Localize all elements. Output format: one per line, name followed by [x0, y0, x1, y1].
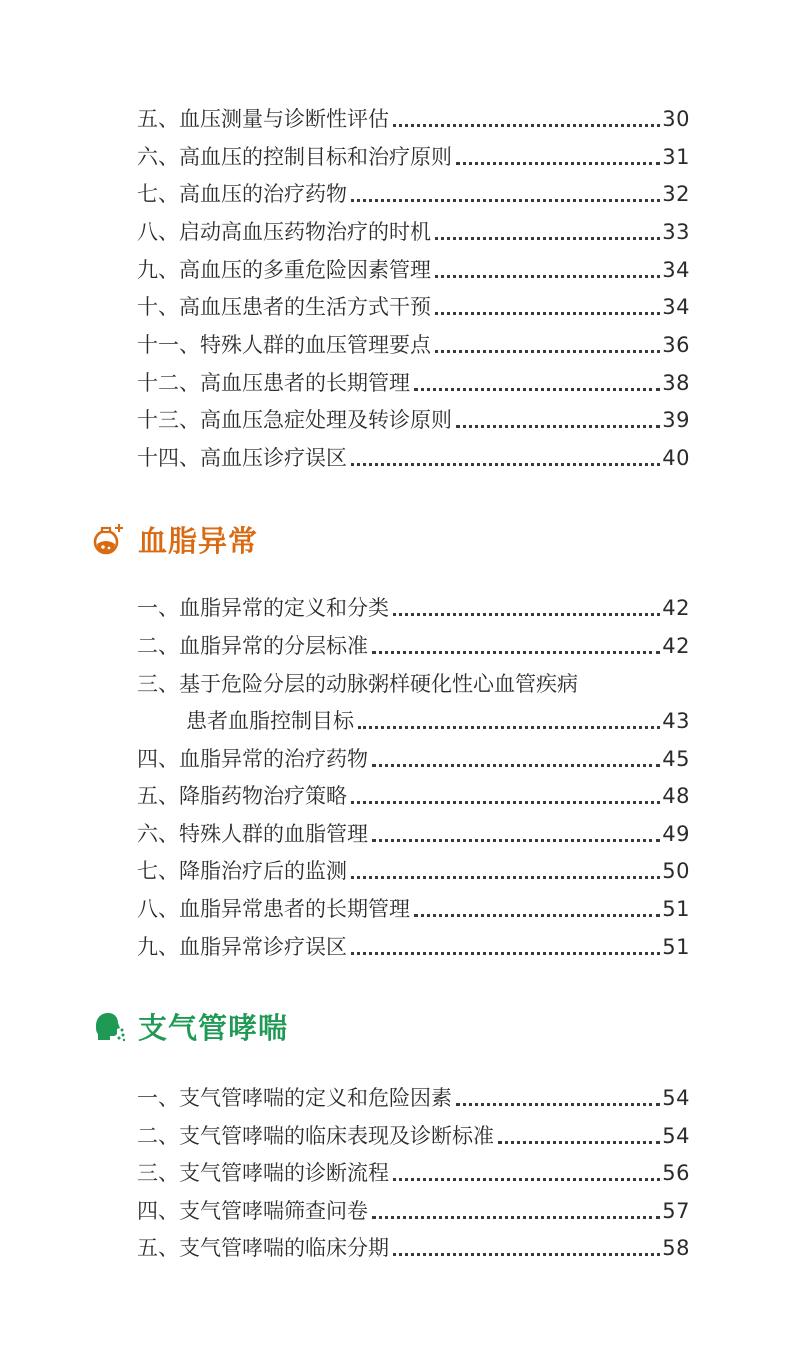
- toc-entry[interactable]: [137, 442, 690, 474]
- section-title: 血脂异常: [138, 523, 259, 558]
- toc-entry[interactable]: [137, 1082, 690, 1114]
- toc-entry-label: 十四、高血压诊疗误区: [137, 446, 347, 470]
- toc-page-number: 39: [662, 408, 690, 432]
- toc-entry[interactable]: [186, 705, 690, 737]
- dot-leader: [393, 1166, 660, 1181]
- dot-leader: [456, 413, 660, 428]
- toc-entry[interactable]: [137, 367, 690, 399]
- toc-page-number: 54: [662, 1124, 690, 1148]
- toc-entry[interactable]: [137, 1195, 690, 1227]
- toc-page-number: 34: [662, 295, 690, 319]
- toc-entry[interactable]: [137, 103, 690, 135]
- toc-entry-label: 一、血脂异常的定义和分类: [137, 596, 389, 620]
- toc-entry-label: 九、血脂异常诊疗误区: [137, 935, 347, 959]
- toc-entry-label: 九、高血压的多重危险因素管理: [137, 258, 431, 282]
- toc-page-number: 51: [662, 935, 690, 959]
- toc-entry-label: 五、降脂药物治疗策略: [137, 784, 347, 808]
- toc-entry[interactable]: [137, 893, 690, 925]
- toc-page-number: 57: [662, 1199, 690, 1223]
- toc-entry-label-line1[interactable]: 三、基于危险分层的动脉粥样硬化性心血管疾病: [137, 672, 578, 696]
- toc-page-number: 50: [662, 859, 690, 883]
- toc-entry[interactable]: [137, 178, 690, 210]
- flask-icon: [92, 522, 126, 556]
- toc-entry-label: 十二、高血压患者的长期管理: [137, 371, 410, 395]
- dot-leader: [351, 940, 660, 955]
- toc-entry-label: 六、高血压的控制目标和治疗原则: [137, 145, 452, 169]
- dot-leader: [351, 451, 660, 466]
- toc-entry[interactable]: [137, 1232, 690, 1264]
- toc-entry-label: 八、启动高血压药物治疗的时机: [137, 220, 431, 244]
- toc-entry-label: 五、血压测量与诊断性评估: [137, 107, 389, 131]
- dot-leader: [372, 752, 660, 767]
- toc-entry-label: 十、高血压患者的生活方式干预: [137, 295, 431, 319]
- toc-entry[interactable]: [137, 291, 690, 323]
- dot-leader: [435, 263, 660, 278]
- toc-page-number: 40: [662, 446, 690, 470]
- toc-page-number: 33: [662, 220, 690, 244]
- dot-leader: [414, 902, 660, 917]
- section-heading-asthma[interactable]: [92, 1004, 288, 1048]
- toc-entry[interactable]: [137, 780, 690, 812]
- toc-entry[interactable]: [137, 141, 690, 173]
- toc-page-number: 31: [662, 145, 690, 169]
- toc-entry-label: 十三、高血压急症处理及转诊原则: [137, 408, 452, 432]
- section-title: 支气管哮喘: [138, 1010, 289, 1045]
- toc-entry[interactable]: [137, 818, 690, 850]
- toc-page-number: 32: [662, 182, 690, 206]
- toc-entry[interactable]: [137, 254, 690, 286]
- dot-leader: [351, 789, 660, 804]
- coughing-head-icon: [92, 1009, 126, 1043]
- toc-entry[interactable]: [137, 404, 690, 436]
- dot-leader: [358, 714, 660, 729]
- toc-entry-label: 一、支气管哮喘的定义和危险因素: [137, 1086, 452, 1110]
- toc-entry[interactable]: [137, 216, 690, 248]
- toc-page-number: 42: [662, 596, 690, 620]
- toc-entry[interactable]: [137, 855, 690, 887]
- dot-leader: [435, 338, 660, 353]
- toc-entry[interactable]: [137, 1120, 690, 1152]
- dot-leader: [372, 827, 660, 842]
- toc-page-number: 56: [662, 1161, 690, 1185]
- toc-page-number: 38: [662, 371, 690, 395]
- toc-page-number: 54: [662, 1086, 690, 1110]
- dot-leader: [435, 300, 660, 315]
- dot-leader: [435, 225, 660, 240]
- toc-entry[interactable]: [137, 630, 690, 662]
- toc-entry-label: 六、特殊人群的血脂管理: [137, 822, 368, 846]
- toc-entry[interactable]: [137, 1157, 690, 1189]
- toc-entry[interactable]: [137, 592, 690, 624]
- dot-leader: [393, 112, 660, 127]
- dot-leader: [414, 376, 660, 391]
- toc-page-number: 45: [662, 747, 690, 771]
- toc-entry-label: 三、支气管哮喘的诊断流程: [137, 1161, 389, 1185]
- toc-entry-label: 患者血脂控制目标: [186, 709, 354, 733]
- dot-leader: [372, 639, 660, 654]
- toc-entry-label: 十一、特殊人群的血压管理要点: [137, 333, 431, 357]
- toc-entry-label: 四、支气管哮喘筛查问卷: [137, 1199, 368, 1223]
- toc-entry-label: 二、支气管哮喘的临床表现及诊断标准: [137, 1124, 494, 1148]
- toc-page-number: 43: [662, 709, 690, 733]
- toc-page-number: 36: [662, 333, 690, 357]
- toc-entry-label: 五、支气管哮喘的临床分期: [137, 1236, 389, 1260]
- toc-page-number: 30: [662, 107, 690, 131]
- dot-leader: [456, 150, 660, 165]
- dot-leader: [351, 187, 660, 202]
- toc-page-number: 49: [662, 822, 690, 846]
- toc-entry[interactable]: [137, 329, 690, 361]
- toc-entry-label: 四、血脂异常的治疗药物: [137, 747, 368, 771]
- toc-page-number: 34: [662, 258, 690, 282]
- toc-entry-label: 七、高血压的治疗药物: [137, 182, 347, 206]
- toc-page-number: 51: [662, 897, 690, 921]
- toc-page-number: 58: [662, 1236, 690, 1260]
- toc-page-number: 42: [662, 634, 690, 658]
- toc-page-number: 48: [662, 784, 690, 808]
- toc-entry[interactable]: [137, 743, 690, 775]
- dot-leader: [393, 1241, 660, 1256]
- dot-leader: [351, 864, 660, 879]
- section-heading-dyslipidemia[interactable]: [92, 517, 258, 561]
- toc-entry-label: 八、血脂异常患者的长期管理: [137, 897, 410, 921]
- dot-leader: [372, 1204, 660, 1219]
- dot-leader: [393, 601, 660, 616]
- toc-entry-label: 二、血脂异常的分层标准: [137, 634, 368, 658]
- toc-entry-label: 七、降脂治疗后的监测: [137, 859, 347, 883]
- toc-entry[interactable]: [137, 931, 690, 963]
- dot-leader: [498, 1129, 660, 1144]
- dot-leader: [456, 1091, 660, 1106]
